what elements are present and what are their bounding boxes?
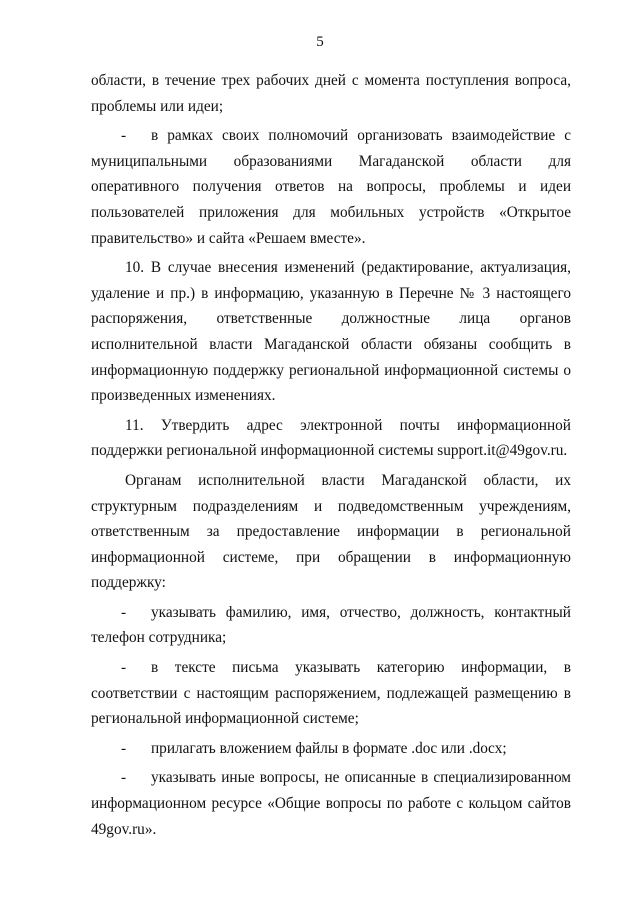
list-item-other-questions: [91, 765, 571, 842]
list-item-text: указывать иные вопросы, не описанные в специализированном информационном ресурсе «Общие вопросы по работе с кольцом сайтов 49gov.ru».: [91, 769, 571, 838]
list-item-category: [91, 655, 571, 732]
paragraph-item-11: 11. Утвердить адрес электронной почты информационной поддержки региональной информационной системы support.it@49gov.ru.: [91, 416, 571, 460]
paragraph-instructions: Органам исполнительной власти Магаданской области, их структурным подразделениям и подведомственным учреждениям, ответственным за предоставление информации в региональной информационной системе, при обращении в информационную поддержку:: [91, 471, 571, 592]
list-item-interaction: [91, 123, 571, 251]
page-number: 5: [316, 34, 324, 50]
list-dash: -: [121, 769, 127, 787]
document-body: [91, 68, 571, 846]
list-dash: -: [121, 739, 127, 757]
list-item-attachments: [91, 736, 571, 762]
list-dash: -: [121, 659, 127, 677]
list-item-text: прилагать вложением файлы в формате .doc или .docx;: [151, 739, 507, 757]
list-item-text: в тексте письма указывать категорию информации, в соответствии с настоящим распоряжением, подлежащей размещению в региональной информационной системе;: [91, 659, 571, 728]
list-item-contact: [91, 600, 571, 651]
paragraph-continuation: области, в течение трех рабочих дней с момента поступления вопроса, проблемы или идеи;: [91, 72, 571, 115]
list-dash: -: [121, 127, 127, 145]
list-item-text: в рамках своих полномочий организовать взаимодействие с муниципальными образованиями Магаданской области для оперативного получения ответов на вопросы, проблемы и идеи пользователей приложения для мобильных устройств «Открытое правительство» и сайта «Решаем вместе».: [91, 127, 571, 247]
list-item-text: указывать фамилию, имя, отчество, должность, контактный телефон сотрудника;: [91, 603, 571, 647]
list-dash: -: [121, 603, 127, 621]
paragraph-item-10: 10. В случае внесения изменений (редактирование, актуализация, удаление и пр.) в информацию, указанную в Перечне № 3 настоящего распоряжения, ответственные должностные лица органов исполнительной власти Магаданской области обязаны сообщить в информационную поддержку региональной информационной системы о произведенных изменениях.: [91, 259, 571, 405]
